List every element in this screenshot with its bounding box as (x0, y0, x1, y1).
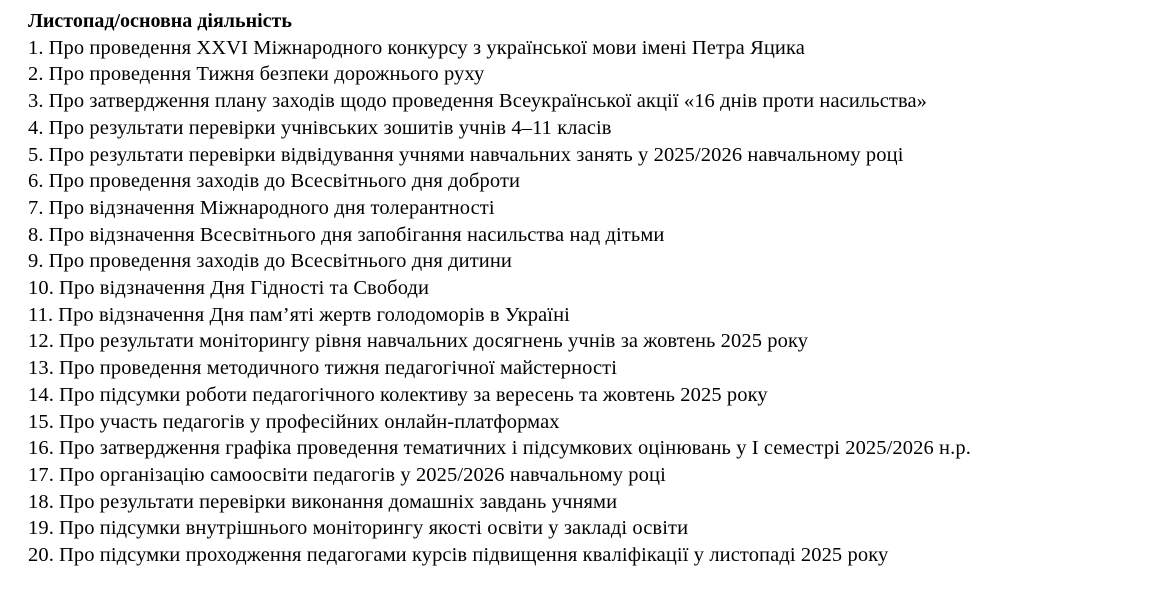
agenda-item-number: 16. (28, 437, 54, 460)
agenda-item-number: 10. (28, 277, 54, 300)
agenda-item-number: 14. (28, 383, 54, 406)
agenda-item-number: 3. (28, 90, 44, 113)
agenda-item-text: Про підсумки проходження педагогами курсів підвищення кваліфікації у листопаді 2025 року (58, 544, 889, 567)
agenda-item-16 (28, 435, 1138, 462)
document-page (28, 8, 1138, 569)
agenda-item-12 (28, 328, 1138, 355)
agenda-item-text: Про організацію самоосвіти педагогів у 2025/2026 навчальному році (58, 463, 666, 486)
agenda-item-text: Про проведення заходів до Всесвітнього дня дитини (48, 250, 512, 273)
agenda-item-17 (28, 462, 1138, 489)
agenda-item-text: Про затвердження графіка проведення тематичних і підсумкових оцінювань у І семестрі 2025/2026 н.р. (58, 437, 971, 460)
agenda-item-1 (28, 35, 1138, 62)
agenda-item-text: Про результати перевірки відвідування учнями навчальних занять у 2025/2026 навчальному році (48, 143, 904, 166)
agenda-list (28, 35, 1138, 569)
agenda-item-text: Про відзначення Всесвітнього дня запобігання насильства над дітьми (48, 223, 665, 246)
agenda-item-number: 18. (28, 490, 54, 513)
agenda-item-text: Про затвердження плану заходів щодо проведення Всеукраїнської акції «16 днів проти насильства» (48, 90, 928, 113)
agenda-item-number: 4. (28, 116, 44, 139)
agenda-item-number: 17. (28, 463, 54, 486)
agenda-item-15 (28, 409, 1138, 436)
agenda-item-13 (28, 355, 1138, 382)
agenda-item-9 (28, 248, 1138, 275)
agenda-item-number: 20. (28, 544, 54, 567)
agenda-item-text: Про проведення Тижня безпеки дорожнього руху (48, 63, 485, 86)
agenda-item-8 (28, 222, 1138, 249)
agenda-item-text: Про проведення методичного тижня педагогічної майстерності (58, 357, 618, 380)
agenda-item-number: 9. (28, 250, 44, 273)
agenda-item-text: Про результати перевірки учнівських зошитів учнів 4–11 класів (48, 116, 612, 139)
agenda-item-text: Про відзначення Дня пам’яті жертв голодоморів в Україні (58, 303, 570, 326)
agenda-item-11 (28, 302, 1138, 329)
agenda-item-number: 8. (28, 223, 44, 246)
section-heading: Листопад/основна діяльність (28, 10, 292, 32)
agenda-item-6 (28, 168, 1138, 195)
agenda-item-text: Про результати моніторингу рівня навчальних досягнень учнів за жовтень 2025 року (58, 330, 809, 353)
agenda-item-text: Про участь педагогів у професійних онлайн-платформах (58, 410, 560, 433)
agenda-item-number: 12. (28, 330, 54, 353)
agenda-item-text: Про результати перевірки виконання домашніх завдань учнями (58, 490, 618, 513)
agenda-item-number: 7. (28, 196, 44, 219)
agenda-item-number: 11. (28, 303, 54, 326)
agenda-item-20 (28, 542, 1138, 569)
agenda-item-number: 6. (28, 170, 44, 193)
agenda-item-text: Про відзначення Міжнародного дня толерантності (48, 196, 495, 219)
agenda-item-18 (28, 489, 1138, 516)
agenda-item-number: 1. (28, 36, 44, 59)
agenda-item-2 (28, 61, 1138, 88)
agenda-item-number: 19. (28, 517, 54, 540)
agenda-item-19 (28, 515, 1138, 542)
agenda-item-number: 13. (28, 357, 54, 380)
agenda-item-text: Про підсумки роботи педагогічного колективу за вересень та жовтень 2025 року (58, 383, 768, 406)
agenda-item-5 (28, 142, 1138, 169)
agenda-item-10 (28, 275, 1138, 302)
agenda-item-number: 5. (28, 143, 44, 166)
agenda-item-14 (28, 382, 1138, 409)
agenda-item-text: Про проведення заходів до Всесвітнього дня доброти (48, 170, 521, 193)
agenda-item-3 (28, 88, 1138, 115)
agenda-item-7 (28, 195, 1138, 222)
agenda-item-text: Про відзначення Дня Гідності та Свободи (58, 277, 430, 300)
agenda-item-4 (28, 115, 1138, 142)
agenda-item-text: Про проведення XXVI Міжнародного конкурсу з української мови імені Петра Яцика (48, 36, 805, 59)
agenda-item-number: 2. (28, 63, 44, 86)
agenda-item-text: Про підсумки внутрішнього моніторингу якості освіти у закладі освіти (58, 517, 689, 540)
agenda-item-number: 15. (28, 410, 54, 433)
